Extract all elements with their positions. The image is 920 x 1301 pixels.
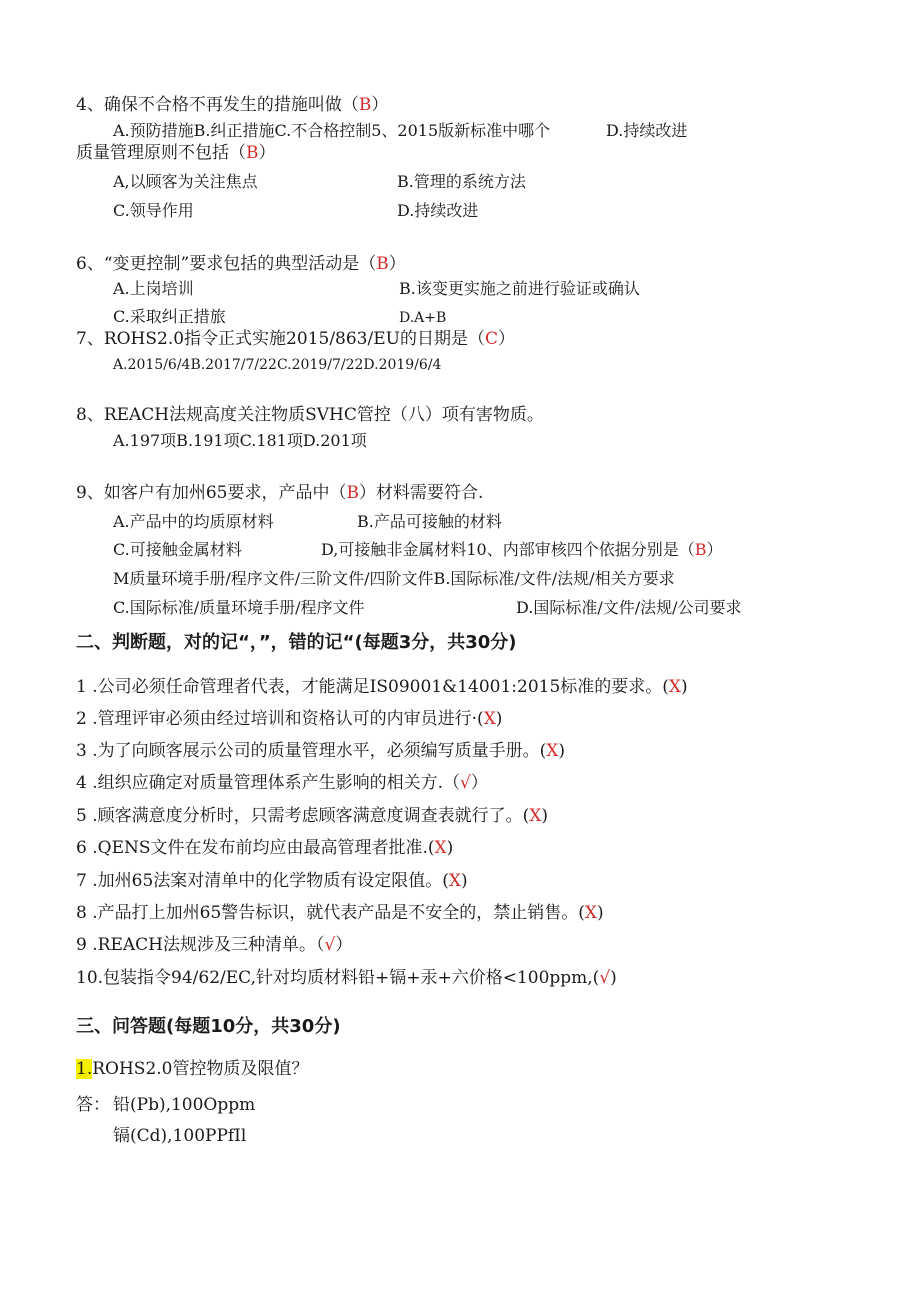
answer-mark: X [448,871,462,891]
q5-option-c: C.领导作用 [113,201,194,220]
section-3-heading: 三、问答题(每题10分，共30分) [76,1016,341,1037]
q5-option-d: D.持续改进 [397,201,479,220]
answer-mark: B [376,254,389,274]
question-number-highlight: 1. [76,1059,93,1079]
tf-item: 9 .REACH法规涉及三种清单。（√） [76,935,353,955]
q6-option-d: D.A+B [399,310,447,326]
answer-mark: X [584,903,598,923]
tf-item: 7 .加州65法案对清单中的化学物质有设定限值。(X) [76,871,468,891]
answer-mark: B [346,483,359,503]
q4-options: A.预防措施B.纠正措施C.不合格控制5、2015版新标准中哪个 [113,121,551,140]
q9-option-c: C.可接触金属材料 [113,540,242,559]
tf-item: 2 .管理评审必须由经过培训和资格认可的内审员进行·(X) [76,709,503,729]
question-5: 质量管理原则不包括（B） [76,143,276,163]
q10-option-c: C.国际标准/质量环境手册/程序文件 [113,598,365,617]
q7-options: A.2015/6/4B.2017/7/22C.2019/7/22D.2019/6/4 [113,357,442,373]
q9-option-b: B.产品可接触的材料 [357,512,502,531]
q6-option-b: B.该变更实施之前进行验证或确认 [399,279,640,298]
question-9: 9、如客户有加州65要求，产品中（B）材料需要符合. [76,483,484,503]
tf-item: 5 .顾客满意度分析时，只需考虑顾客满意度调查表就行了。(X) [76,806,549,826]
answer-mark: C [484,329,498,349]
tf-item: 10.包装指令94/62/EC,针对均质材料铅+镉+汞+六价格<100ppm,(√) [76,968,617,988]
tf-item: 8 .产品打上加州65警告标识，就代表产品是不安全的，禁止销售。(X) [76,903,604,923]
answer-mark: X [546,741,559,761]
tf-item: 3 .为了向顾客展示公司的质量管理水平，必须编写质量手册。(X) [76,741,566,761]
section-2-heading: 二、判断题，对的记“，”，错的记“(每题3分，共30分) [76,632,517,653]
question-6: 6、“变更控制”要求包括的典型活动是（B） [76,254,406,274]
qa-question-1: 1.ROHS2.0管控物质及限值？ [76,1059,309,1079]
q10-options-ab: M质量环境手册/程序文件/三阶文件/四阶文件B.国际标准/文件/法规/相关方要求 [113,569,675,588]
answer-mark: X [434,838,447,858]
answer-mark: B [358,95,372,115]
question-7: 7、ROHS2.0指令正式实施2015/863/EU的日期是（C） [76,329,515,349]
question-4: 4、确保不合格不再发生的措施叫做（B） [76,95,389,115]
tf-item: 1 .公司必须任命管理者代表，才能满足IS09001&14001:2015标准的要求。(X) [76,677,688,697]
answer-mark: √ [324,935,336,955]
q8-options: A.197项B.191项C.181项D.201项 [113,431,367,450]
answer-mark: √ [599,968,611,988]
answer-mark: √ [460,773,471,793]
answer-mark: B [694,540,707,559]
tf-item: 6 .QENS文件在发布前均应由最高管理者批准.(X) [76,838,454,858]
answer-mark: X [668,677,682,697]
q4-option-d: D.持续改进 [606,121,688,140]
q9-option-d-and-question-10: D,可接触非金属材料10、内部审核四个依据分别是（B） [321,540,723,559]
answer-line: 铅(Pb),100Oppm [113,1095,256,1115]
answer-mark: B [246,143,259,163]
q9-option-a: A.产品中的均质原材料 [113,512,274,531]
answer-line: 镉(Cd),100PPfIl [113,1126,247,1146]
answer-mark: X [529,806,542,826]
answer-mark: X [483,709,496,729]
q6-option-c: C.采取纠正措旅 [113,307,226,326]
tf-item: 4 .组织应确定对质量管理体系产生影响的相关方.（√） [76,773,488,793]
question-8: 8、REACH法规高度关注物质SVHC管控（八）项有害物质。 [76,405,544,425]
answer-label: 答： [76,1095,110,1115]
q5-option-b: B.管理的系统方法 [397,172,526,191]
q5-option-a: A,以顾客为关注焦点 [113,172,258,191]
q10-option-d: D.国际标准/文件/法规/公司要求 [516,598,742,617]
q6-option-a: A.上岗培训 [113,279,194,298]
